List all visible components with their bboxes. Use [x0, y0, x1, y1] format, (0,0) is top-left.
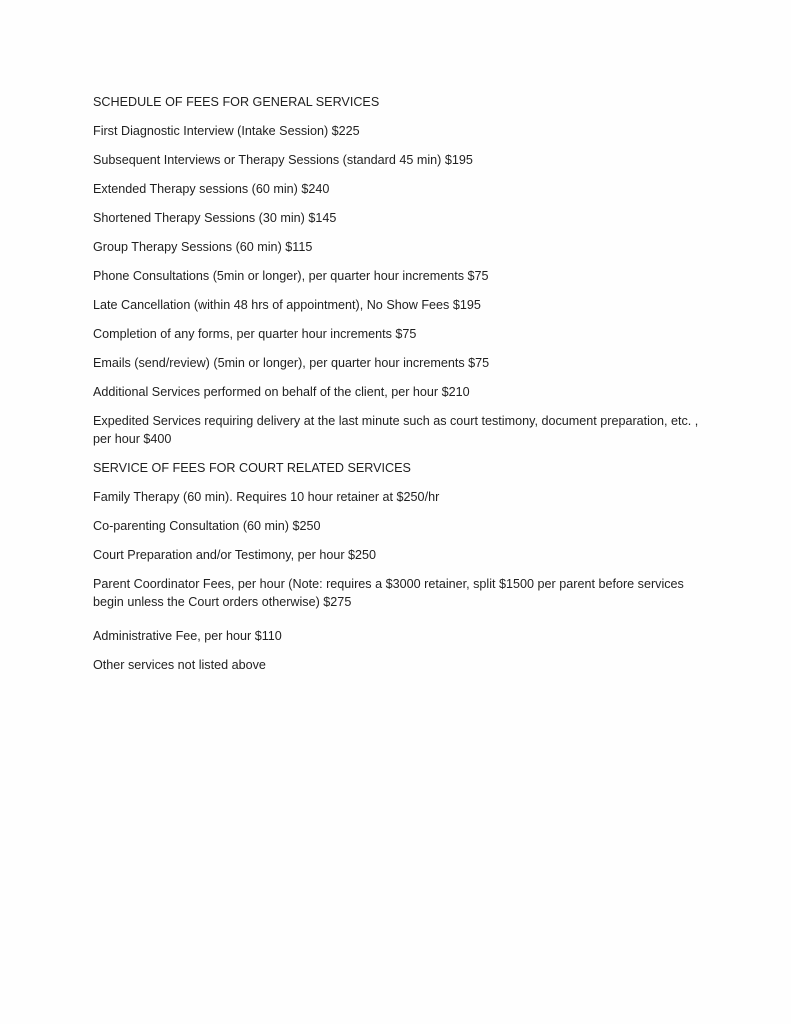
fee-item-first-diagnostic-interview: First Diagnostic Interview (Intake Session) $225: [93, 124, 360, 138]
fee-item-additional-services: Additional Services performed on behalf of the client, per hour $210: [93, 385, 470, 399]
document-body: [93, 93, 703, 685]
fee-item-emails: Emails (send/review) (5min or longer), per quarter hour increments $75: [93, 356, 490, 370]
fee-item-other-services: Other services not listed above: [93, 658, 266, 672]
fee-item-completion-of-forms: Completion of any forms, per quarter hour increments $75: [93, 327, 417, 341]
fee-item-shortened-therapy: Shortened Therapy Sessions (30 min) $145: [93, 211, 337, 225]
fee-item-extended-therapy: Extended Therapy sessions (60 min) $240: [93, 182, 330, 196]
fee-item-group-therapy: Group Therapy Sessions (60 min) $115: [93, 240, 313, 254]
general-services-heading: SCHEDULE OF FEES FOR GENERAL SERVICES: [93, 95, 380, 109]
fee-item-family-therapy: Family Therapy (60 min). Requires 10 hour retainer at $250/hr: [93, 490, 440, 504]
fee-item-co-parenting-consultation: Co-parenting Consultation (60 min) $250: [93, 519, 321, 533]
fee-item-administrative-fee: Administrative Fee, per hour $110: [93, 629, 282, 643]
fee-item-subsequent-interviews: Subsequent Interviews or Therapy Sessions (standard 45 min) $195: [93, 153, 473, 167]
fee-item-late-cancellation: Late Cancellation (within 48 hrs of appointment), No Show Fees $195: [93, 298, 481, 312]
fee-item-parent-coordinator: Parent Coordinator Fees, per hour (Note: requires a $3000 retainer, split $1500 per parent before services begin unless the Court orders otherwise) $275: [93, 577, 684, 609]
fee-item-phone-consultations: Phone Consultations (5min or longer), per quarter hour increments $75: [93, 269, 489, 283]
fee-item-court-preparation: Court Preparation and/or Testimony, per hour $250: [93, 548, 377, 562]
fee-item-expedited-services: Expedited Services requiring delivery at the last minute such as court testimony, document preparation, etc. , per hour $400: [93, 414, 699, 446]
court-services-heading: SERVICE OF FEES FOR COURT RELATED SERVICES: [93, 461, 411, 475]
